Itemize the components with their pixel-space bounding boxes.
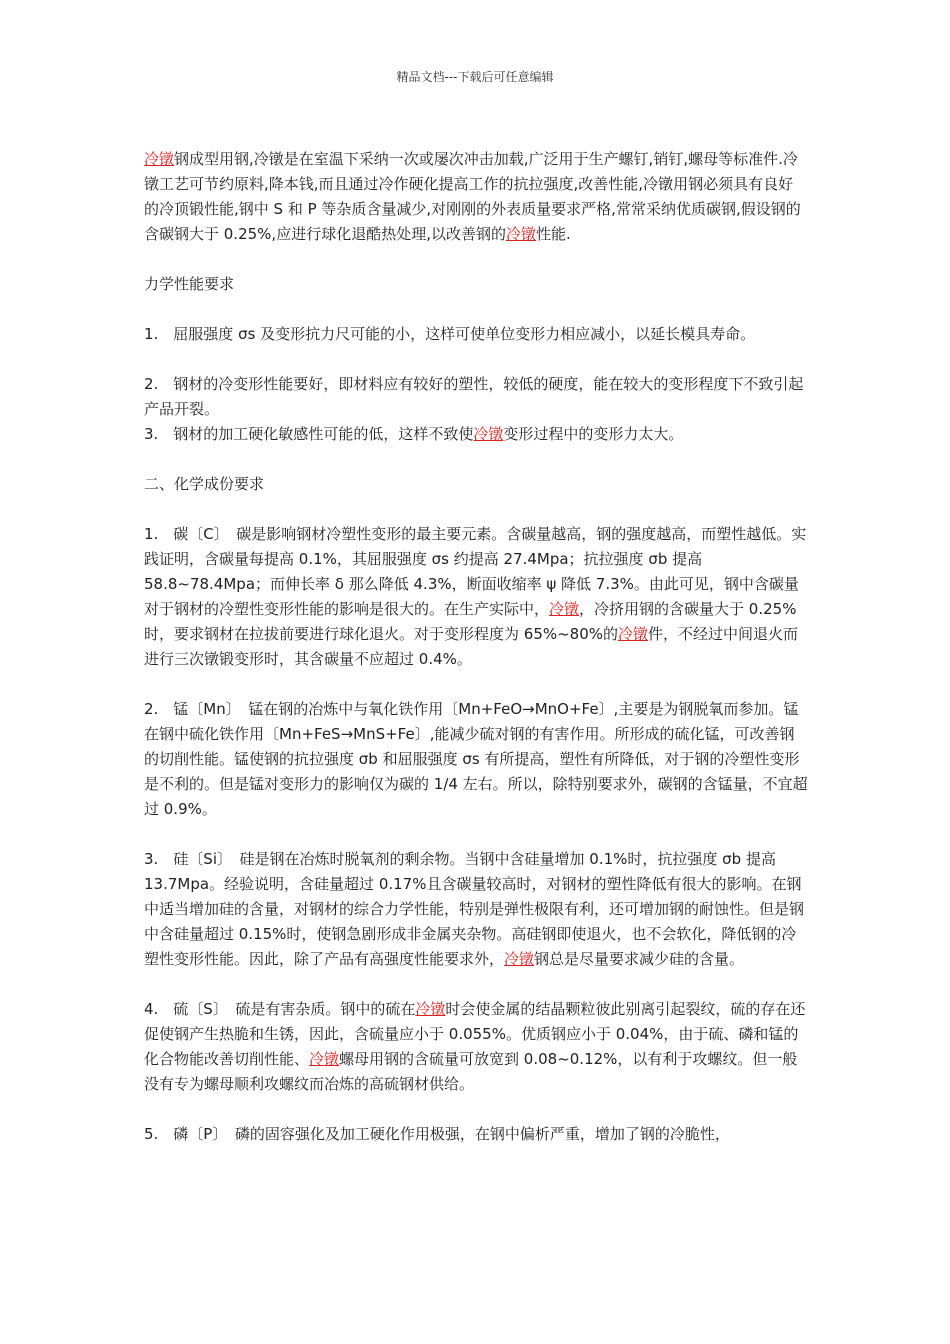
paragraph-text: 性能. — [535, 225, 571, 243]
keyword-link[interactable]: 冷镦 — [144, 150, 175, 168]
paragraph-text: 钢成型用钢,冷镦是在室温下采纳一次或屡次冲击加载,广泛用于生产螺钉,销钉,螺母等标准件.冷镦工艺可节约原料,降本钱,而且通过冷作硬化提高工作的抗拉强度,改善性能,冷镦用钢必须具有良好的冷顶锻性能,钢中 S 和 P 等杂质含量减少,对刚刚的外表质量要求严格,常常采纳优质碳钢,假设钢的含碳钢大于 0.25%,应进行球化退酷热处理,以改善钢的 — [144, 150, 801, 243]
paragraph-text: 力学性能要求 — [144, 275, 235, 293]
paragraph-text: 螺母用钢的含硫量可放宽到 0.08~0.12%，以有利于攻螺纹。但一般没有专为螺母顺利攻螺纹而冶炼的高硫钢材供给。 — [144, 1050, 798, 1093]
paragraph-text: 4. 硫〔S〕 硫是有害杂质。钢中的硫在 — [144, 1000, 416, 1018]
paragraph-text: 2. 钢材的冷变形性能要好，即材料应有较好的塑性，较低的硬度，能在较大的变形程度下不致引起产品开裂。 — [144, 375, 804, 418]
keyword-link[interactable]: 冷镦 — [415, 1000, 446, 1018]
keyword-link[interactable]: 冷镦 — [473, 425, 504, 443]
paragraph-text: ，冷挤用钢的含碳量大于 0.25%时，要求钢材在拉拔前要进行球化退火。对于变形程度为 65%~80%的 — [144, 600, 797, 643]
paragraph-mech-3 — [144, 422, 808, 447]
paragraph-text: 二、化学成份要求 — [144, 475, 265, 493]
paragraph-text: 件，不经过中间退火而进行三次镦锻变形时，其含碳量不应超过 0.4%。 — [144, 625, 799, 668]
keyword-link[interactable]: 冷镦 — [504, 950, 535, 968]
paragraph-text: 钢总是尽量要求减少硅的含量。 — [534, 950, 745, 968]
keyword-link[interactable]: 冷镦 — [618, 625, 649, 643]
paragraph-chem-c — [144, 522, 808, 672]
paragraph-mech-2 — [144, 372, 808, 422]
paragraph-chem-title — [144, 472, 808, 497]
paragraph-intro — [144, 147, 808, 247]
keyword-link[interactable]: 冷镦 — [549, 600, 580, 618]
paragraph-mech-1 — [144, 322, 808, 347]
paragraph-text: 3. 硅〔Si〕 硅是钢在冶炼时脱氧剂的剩余物。当钢中含硅量增加 0.1%时，抗拉强度 σb 提高 13.7Mpa。经验说明，含硅量超过 0.17%且含碳量较高时，对钢材的塑性降低有很大的影响。在钢中适当增加硅的含量，对钢材的综合力学性能，特别是弹性极限有利，还可增加钢的耐蚀性。但是钢中含硅量超过 0.15%时，使钢急剧形成非金属夹杂物。高硅钢即使退火，也不会软化，降低钢的冷塑性变形性能。因此，除了产品有高强度性能要求外， — [144, 850, 805, 968]
paragraph-chem-si — [144, 847, 808, 972]
paragraph-text: 2. 锰〔Mn〕 锰在钢的冶炼中与氧化铁作用〔Mn+FeO→MnO+Fe〕,主要是为钢脱氧而参加。锰在钢中硫化铁作用〔Mn+FeS→MnS+Fe〕,能减少硫对钢的有害作用。所形成的硫化锰，可改善钢的切削性能。锰使钢的抗拉强度 σb 和屈服强度 σs 有所提高，塑性有所降低，对于钢的冷塑性变形是不利的。但是锰对变形力的影响仅为碳的 1/4 左右。所以，除特别要求外，碳钢的含锰量，不宜超过 0.9%。 — [144, 700, 808, 818]
keyword-link[interactable]: 冷镦 — [309, 1050, 340, 1068]
paragraph-text: 5. 磷〔P〕 磷的固容强化及加工硬化作用极强，在钢中偏析严重，增加了钢的冷脆性， — [144, 1125, 730, 1143]
paragraph-text: 变形过程中的变形力太大。 — [503, 425, 684, 443]
page-header: 精品文档---下载后可任意编辑 — [396, 70, 554, 84]
paragraph-mech-title — [144, 272, 808, 297]
paragraph-chem-mn — [144, 697, 808, 822]
paragraph-chem-s — [144, 997, 808, 1097]
paragraph-text: 3. 钢材的加工硬化敏感性可能的低，这样不致使 — [144, 425, 474, 443]
keyword-link[interactable]: 冷镦 — [505, 225, 536, 243]
paragraph-text: 时会使金属的结晶颗粒彼此别离引起裂纹，硫的存在还促使钢产生热脆和生锈，因此，含硫量应小于 0.055%。优质钢应小于 0.04%，由于硫、磷和锰的化合物能改善切削性能、 — [144, 1000, 806, 1068]
document-body — [144, 147, 808, 1147]
paragraph-text: 1. 碳〔C〕 碳是影响钢材冷塑性变形的最主要元素。含碳量越高，钢的强度越高，而塑性越低。实践证明，含碳量每提高 0.1%，其屈服强度 σs 约提高 27.4Mpa；抗拉强度 σb 提高 58.8~78.4Mpa；而伸长率 δ 那么降低 4.3%，断面收缩率 ψ 降低 7.3%。由此可见，钢中含碳量对于钢材的冷塑性变形性能的影响是很大的。在生产实际中， — [144, 525, 807, 618]
paragraph-chem-p — [144, 1122, 808, 1147]
paragraph-text: 1. 屈服强度 σs 及变形抗力尺可能的小，这样可使单位变形力相应减小，以延长模具寿命。 — [144, 325, 756, 343]
